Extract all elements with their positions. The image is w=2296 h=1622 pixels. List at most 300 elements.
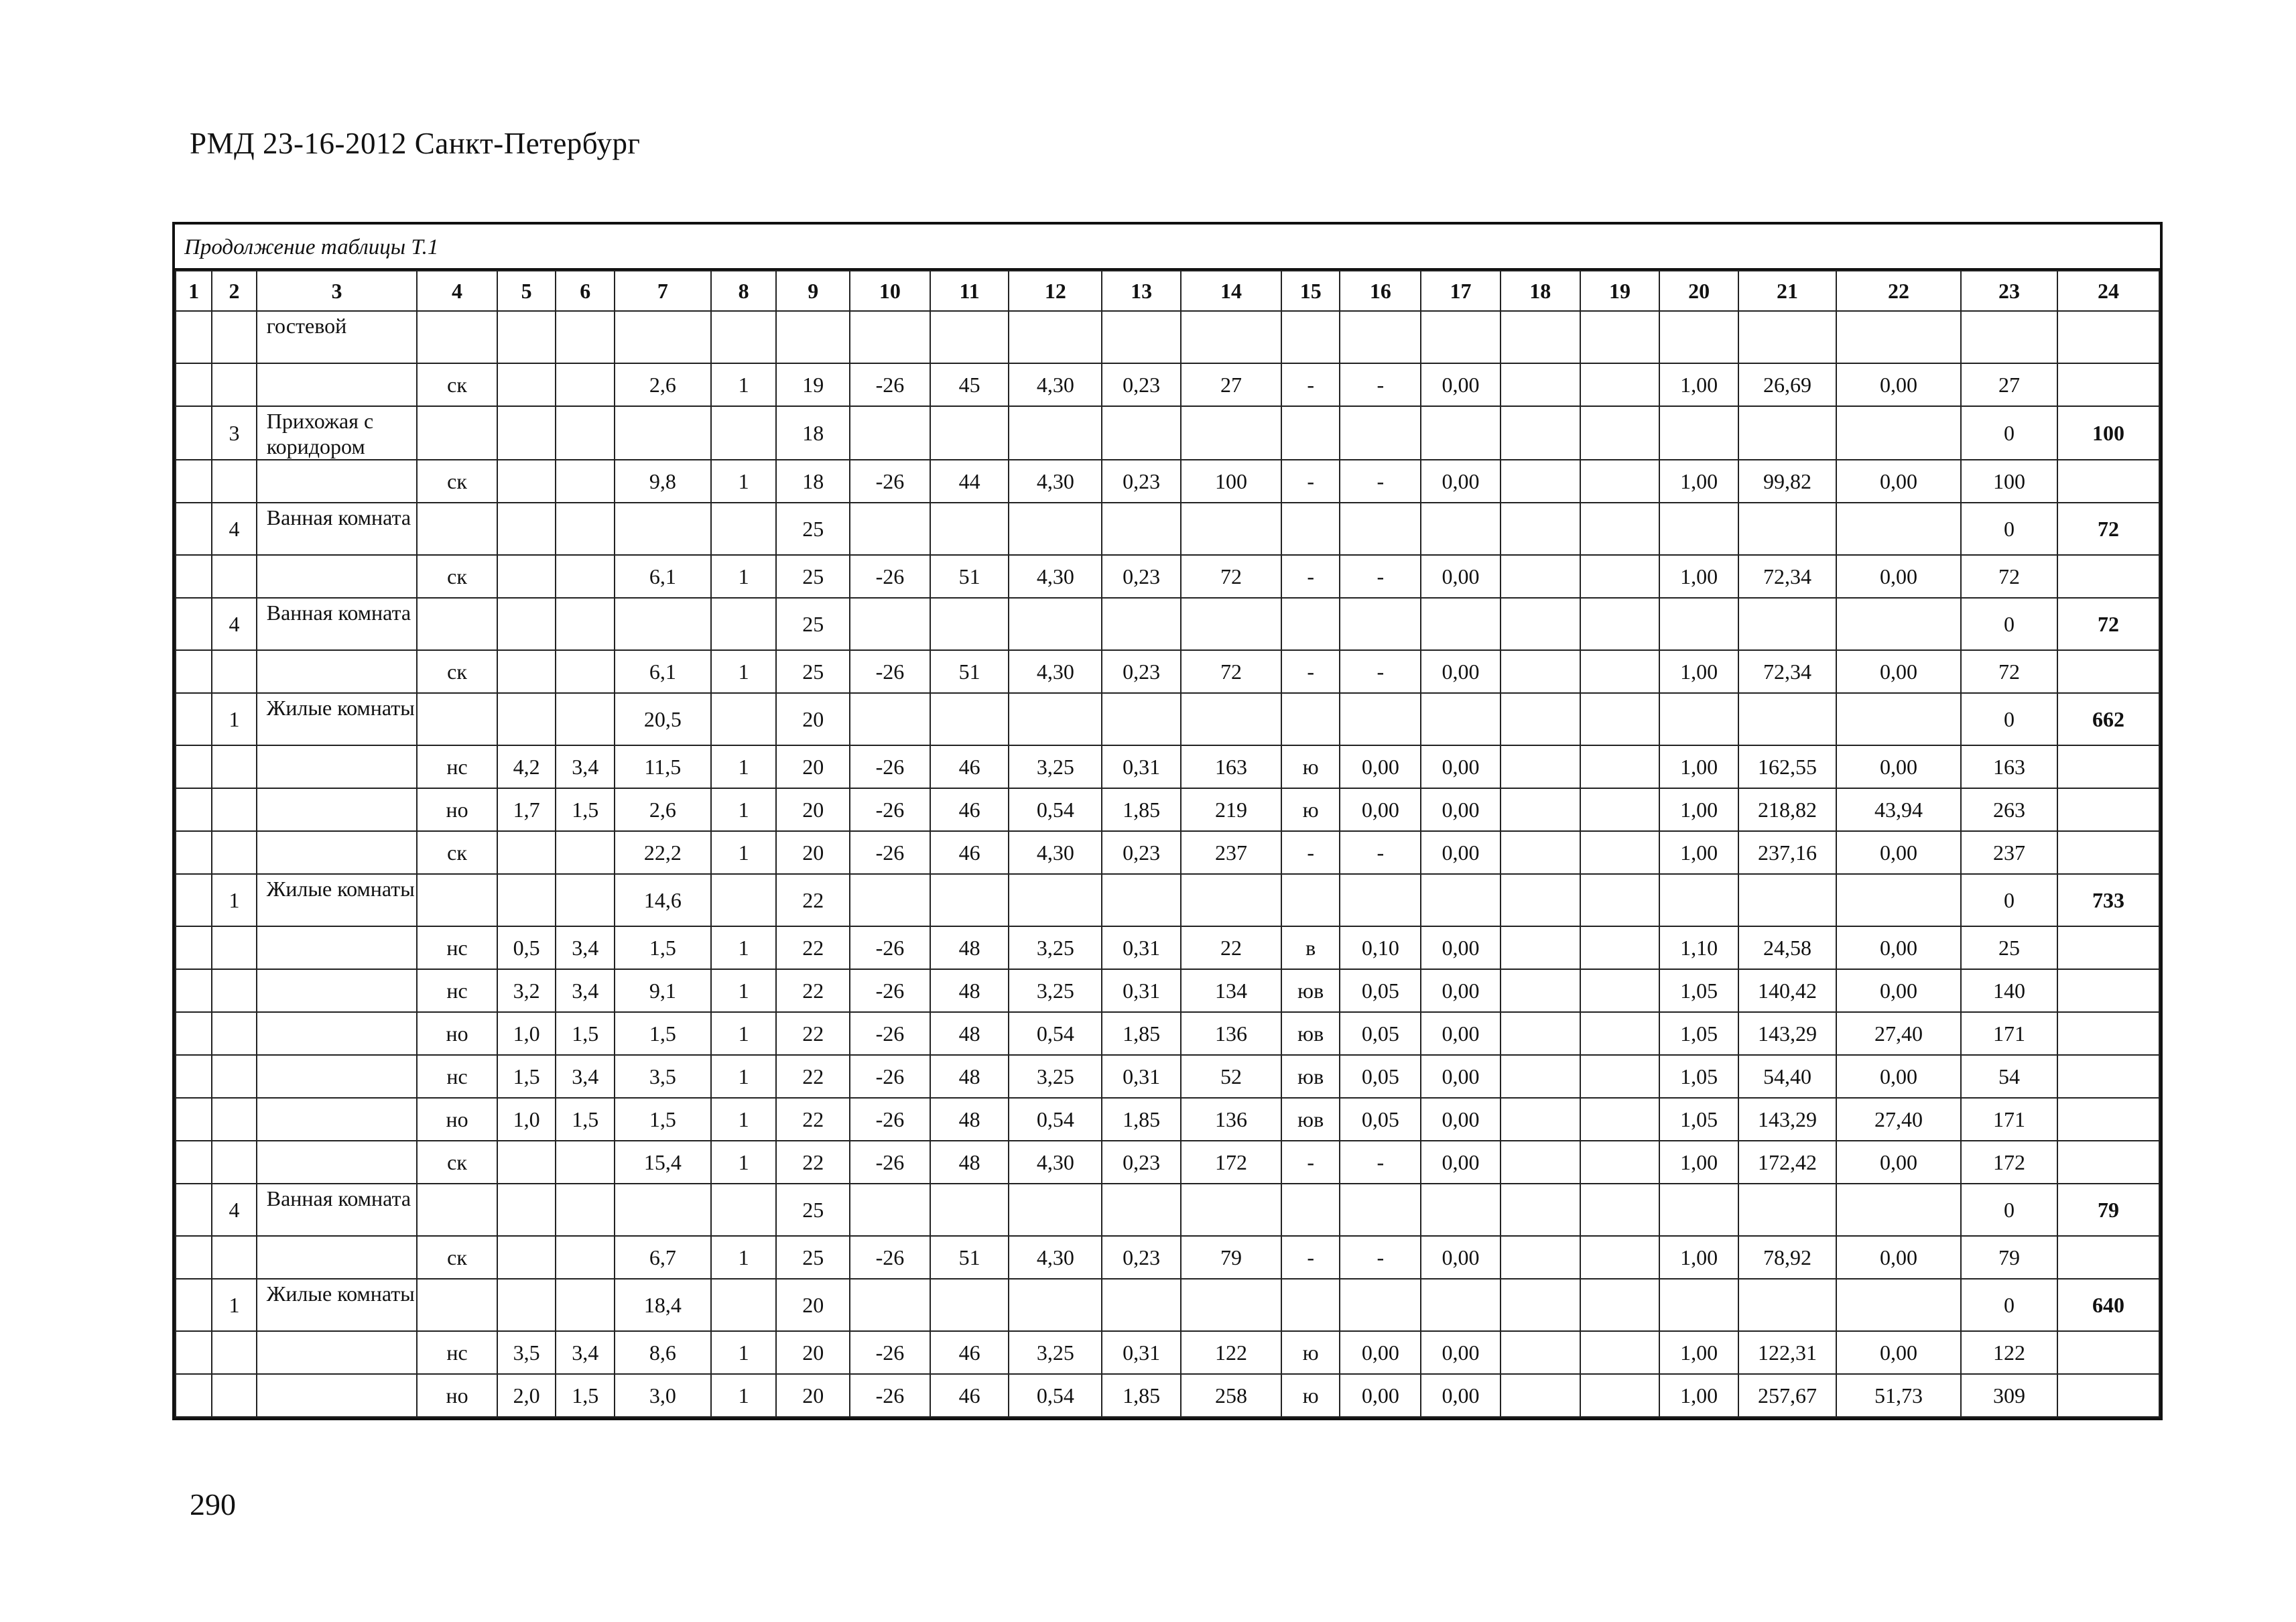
table-cell — [176, 693, 212, 745]
table-cell — [615, 1184, 711, 1236]
table-cell — [1421, 598, 1501, 650]
table-cell: 0,00 — [1421, 745, 1501, 788]
table-cell — [850, 406, 930, 460]
table-cell — [176, 311, 212, 363]
table-cell — [2057, 555, 2159, 598]
table-cell: 1,00 — [1659, 650, 1738, 693]
table-cell — [176, 460, 212, 503]
table-cell — [1738, 311, 1836, 363]
table-cell — [417, 874, 497, 926]
column-header: 7 — [615, 271, 711, 311]
table-cell: 0,31 — [1102, 1055, 1181, 1098]
table-cell — [1836, 874, 1961, 926]
table-row — [176, 650, 2159, 693]
table-cell — [1580, 926, 1660, 969]
table-cell — [176, 1098, 212, 1141]
table-cell: 6,7 — [615, 1236, 711, 1279]
table-cell: 1,00 — [1659, 460, 1738, 503]
table-cell: 72 — [2057, 598, 2159, 650]
table-cell — [1501, 1141, 1580, 1184]
table-cell: 46 — [930, 831, 1009, 874]
table-cell — [2057, 1374, 2159, 1417]
table-cell: 263 — [1961, 788, 2057, 831]
table-cell: 0,00 — [1421, 555, 1501, 598]
table-cell: нс — [417, 969, 497, 1012]
table-row — [176, 745, 2159, 788]
table-cell: 3,25 — [1009, 969, 1102, 1012]
table-cell: - — [1281, 831, 1340, 874]
table-cell — [176, 788, 212, 831]
table-cell: 79 — [2057, 1184, 2159, 1236]
table-cell — [212, 1236, 256, 1279]
table-cell — [1738, 503, 1836, 555]
table-row — [176, 1141, 2159, 1184]
column-header: 23 — [1961, 271, 2057, 311]
column-header: 15 — [1281, 271, 1340, 311]
table-cell: 218,82 — [1738, 788, 1836, 831]
table-cell — [1501, 788, 1580, 831]
table-cell: 0,00 — [1836, 926, 1961, 969]
table-cell — [257, 1374, 417, 1417]
table-cell: 0,00 — [1421, 363, 1501, 406]
page-header: РМД 23-16-2012 Санкт-Петербург — [190, 127, 641, 160]
table-cell — [176, 1236, 212, 1279]
table-cell — [930, 1279, 1009, 1331]
table-cell — [176, 363, 212, 406]
table-cell: 1,5 — [615, 1098, 711, 1141]
table-cell: 25 — [776, 598, 850, 650]
table-cell: 0,54 — [1009, 1374, 1102, 1417]
table-cell — [556, 1184, 615, 1236]
table-cell: 171 — [1961, 1012, 2057, 1055]
table-cell: 0,5 — [497, 926, 556, 969]
table-header — [176, 271, 2159, 311]
table-cell — [556, 650, 615, 693]
table-cell: 3,0 — [615, 1374, 711, 1417]
table-row — [176, 969, 2159, 1012]
table-cell — [850, 598, 930, 650]
table-row — [176, 926, 2159, 969]
table-cell — [1102, 693, 1181, 745]
table-cell — [1738, 406, 1836, 460]
table-cell: 20 — [776, 693, 850, 745]
table-cell: 1,7 — [497, 788, 556, 831]
table-cell: 0,10 — [1340, 926, 1421, 969]
table-cell — [930, 598, 1009, 650]
table-cell: 1 — [711, 788, 777, 831]
table-cell — [1580, 874, 1660, 926]
table-cell: 237 — [1961, 831, 2057, 874]
table-cell: 0,00 — [1836, 460, 1961, 503]
table-cell — [1836, 406, 1961, 460]
table-cell: 1,5 — [556, 788, 615, 831]
table-cell: 19 — [776, 363, 850, 406]
table-cell — [1501, 363, 1580, 406]
table-cell — [1836, 1279, 1961, 1331]
table-cell: 20 — [776, 1374, 850, 1417]
table-cell — [711, 1184, 777, 1236]
table-cell — [1181, 311, 1281, 363]
table-cell — [1836, 693, 1961, 745]
table-cell — [930, 406, 1009, 460]
table-cell: 11,5 — [615, 745, 711, 788]
table-cell: 257,67 — [1738, 1374, 1836, 1417]
table-cell — [1501, 1184, 1580, 1236]
table-cell: 52 — [1181, 1055, 1281, 1098]
table-cell: 1,05 — [1659, 1098, 1738, 1141]
table-cell — [1181, 406, 1281, 460]
table-cell: 1,05 — [1659, 1055, 1738, 1098]
table-cell: 0,00 — [1836, 1236, 1961, 1279]
column-header: 22 — [1836, 271, 1961, 311]
table-cell: 0,00 — [1836, 650, 1961, 693]
table-cell: 27 — [1961, 363, 2057, 406]
table-cell: но — [417, 1098, 497, 1141]
table-cell — [1580, 969, 1660, 1012]
table-cell: 1 — [711, 650, 777, 693]
table-cell — [176, 503, 212, 555]
table-cell — [1659, 874, 1738, 926]
table-cell — [556, 460, 615, 503]
table-cell — [1102, 874, 1181, 926]
table-cell — [1421, 1184, 1501, 1236]
table-cell: 0,31 — [1102, 926, 1181, 969]
table-cell: Прихожая с коридором — [257, 406, 417, 460]
table-cell: 0,00 — [1340, 788, 1421, 831]
table-cell: 46 — [930, 745, 1009, 788]
table-cell — [615, 503, 711, 555]
table-cell — [212, 788, 256, 831]
table-cell — [556, 311, 615, 363]
table-cell — [1501, 406, 1580, 460]
table-cell — [1501, 1331, 1580, 1374]
table-cell: 18 — [776, 460, 850, 503]
table-cell: 0,00 — [1836, 1141, 1961, 1184]
table-cell: ю — [1281, 745, 1340, 788]
table-cell — [1659, 693, 1738, 745]
table-cell — [1580, 460, 1660, 503]
table-cell — [2057, 460, 2159, 503]
table-cell: -26 — [850, 1141, 930, 1184]
table-cell — [850, 1279, 930, 1331]
table-cell: Жилые комнаты — [257, 1279, 417, 1331]
table-cell: 4,2 — [497, 745, 556, 788]
table-cell: - — [1281, 1236, 1340, 1279]
table-cell — [497, 1279, 556, 1331]
header-row — [176, 271, 2159, 311]
table-cell: 22,2 — [615, 831, 711, 874]
table-cell — [1738, 874, 1836, 926]
table-cell — [176, 1012, 212, 1055]
column-header: 1 — [176, 271, 212, 311]
table-cell: 79 — [1961, 1236, 2057, 1279]
table-cell: 1,5 — [615, 926, 711, 969]
table-cell: 4 — [212, 598, 256, 650]
table-cell — [1580, 650, 1660, 693]
table-cell: 1,00 — [1659, 1331, 1738, 1374]
column-header: 13 — [1102, 271, 1181, 311]
table-cell — [417, 598, 497, 650]
table-cell: 78,92 — [1738, 1236, 1836, 1279]
table-cell — [257, 1141, 417, 1184]
table-cell — [2057, 831, 2159, 874]
table-cell: -26 — [850, 969, 930, 1012]
table-cell: 1 — [212, 1279, 256, 1331]
table-cell: 9,1 — [615, 969, 711, 1012]
table-cell — [176, 1331, 212, 1374]
table-cell: 22 — [776, 1141, 850, 1184]
table-cell: 309 — [1961, 1374, 2057, 1417]
table-cell — [2057, 311, 2159, 363]
table-cell: 0,00 — [1340, 1331, 1421, 1374]
table-cell — [1961, 311, 2057, 363]
table-cell: 3,25 — [1009, 1331, 1102, 1374]
table-cell — [417, 693, 497, 745]
table-cell — [1580, 1012, 1660, 1055]
table-cell: ск — [417, 363, 497, 406]
table-cell — [417, 311, 497, 363]
table-cell — [1421, 874, 1501, 926]
table-cell: - — [1340, 650, 1421, 693]
column-header: 6 — [556, 271, 615, 311]
table-cell — [1340, 1184, 1421, 1236]
table-cell: Жилые комнаты — [257, 693, 417, 745]
table-cell — [497, 650, 556, 693]
column-header: 16 — [1340, 271, 1421, 311]
table-cell: 4,30 — [1009, 460, 1102, 503]
table-cell — [1009, 1184, 1102, 1236]
table-cell: - — [1281, 1141, 1340, 1184]
table-cell: ск — [417, 1141, 497, 1184]
table-cell — [1738, 1184, 1836, 1236]
table-cell — [1580, 1279, 1660, 1331]
table-cell: -26 — [850, 1236, 930, 1279]
table-cell: 48 — [930, 1055, 1009, 1098]
table-cell — [2057, 745, 2159, 788]
table-cell: -26 — [850, 831, 930, 874]
table-row — [176, 1236, 2159, 1279]
column-header: 24 — [2057, 271, 2159, 311]
table-cell: ю — [1281, 788, 1340, 831]
table-cell: 0,00 — [1340, 1374, 1421, 1417]
table-cell: 1 — [711, 1012, 777, 1055]
table-cell — [1580, 831, 1660, 874]
table-row — [176, 1184, 2159, 1236]
table-cell: 0,00 — [1421, 1331, 1501, 1374]
table-cell: - — [1340, 831, 1421, 874]
table-cell — [257, 460, 417, 503]
table-cell: 0,05 — [1340, 1055, 1421, 1098]
table-cell: 0,00 — [1421, 1141, 1501, 1184]
table-cell: 43,94 — [1836, 788, 1961, 831]
table-cell: 1,5 — [615, 1012, 711, 1055]
table-cell — [176, 831, 212, 874]
table-cell — [1281, 598, 1340, 650]
table-cell: 8,6 — [615, 1331, 711, 1374]
table-cell: 3,5 — [497, 1331, 556, 1374]
table-cell — [1281, 503, 1340, 555]
table-row — [176, 460, 2159, 503]
table-cell — [1340, 598, 1421, 650]
table-cell: 24,58 — [1738, 926, 1836, 969]
table-cell: -26 — [850, 460, 930, 503]
table-cell — [2057, 1098, 2159, 1141]
table-cell — [711, 693, 777, 745]
table-cell — [1659, 598, 1738, 650]
table-cell: 22 — [776, 1098, 850, 1141]
table-cell — [1501, 874, 1580, 926]
table-cell: 143,29 — [1738, 1012, 1836, 1055]
table-cell — [850, 693, 930, 745]
table-cell — [930, 1184, 1009, 1236]
table-cell: 0,00 — [1421, 1055, 1501, 1098]
table-cell — [615, 406, 711, 460]
table-cell: 72 — [2057, 503, 2159, 555]
table-cell: 22 — [776, 926, 850, 969]
table-cell — [1009, 1279, 1102, 1331]
table-cell: 0,00 — [1421, 926, 1501, 969]
table-cell — [257, 926, 417, 969]
column-header: 14 — [1181, 271, 1281, 311]
table-cell: 1,5 — [556, 1012, 615, 1055]
table-cell — [1281, 1279, 1340, 1331]
table-cell: 0 — [1961, 503, 2057, 555]
table-cell — [556, 1279, 615, 1331]
table-cell: 20 — [776, 788, 850, 831]
table-row — [176, 1331, 2159, 1374]
table-cell: 9,8 — [615, 460, 711, 503]
table-cell: 1,5 — [556, 1098, 615, 1141]
table-cell: 48 — [930, 1012, 1009, 1055]
table-cell — [1009, 406, 1102, 460]
table-cell: 22 — [776, 1055, 850, 1098]
table-cell: 20,5 — [615, 693, 711, 745]
table-cell — [257, 363, 417, 406]
table-cell: 1,5 — [556, 1374, 615, 1417]
table-cell — [497, 406, 556, 460]
table-cell — [1659, 1279, 1738, 1331]
table-cell: 1 — [711, 1141, 777, 1184]
table-cell: 0,00 — [1836, 1055, 1961, 1098]
table-cell — [1421, 503, 1501, 555]
table-cell: -26 — [850, 745, 930, 788]
table-row — [176, 1012, 2159, 1055]
column-header: 19 — [1580, 271, 1660, 311]
table-cell — [711, 503, 777, 555]
table-cell: 72 — [1181, 555, 1281, 598]
table-cell: 143,29 — [1738, 1098, 1836, 1141]
table-cell: 18,4 — [615, 1279, 711, 1331]
table-cell — [497, 311, 556, 363]
table-cell: 20 — [776, 1279, 850, 1331]
table-cell — [1580, 693, 1660, 745]
table-cell: 0,00 — [1421, 650, 1501, 693]
table-cell — [1340, 874, 1421, 926]
table-cell — [556, 831, 615, 874]
table-cell — [257, 969, 417, 1012]
table-cell — [1580, 745, 1660, 788]
table-cell — [497, 598, 556, 650]
table-cell — [176, 555, 212, 598]
table-cell — [1501, 311, 1580, 363]
table-cell: 1,00 — [1659, 1236, 1738, 1279]
table-cell: 172,42 — [1738, 1141, 1836, 1184]
table-cell: - — [1340, 460, 1421, 503]
table-cell — [1501, 745, 1580, 788]
table-cell — [257, 1012, 417, 1055]
table-cell: 1 — [711, 555, 777, 598]
table-cell: -26 — [850, 650, 930, 693]
table-cell: 1,00 — [1659, 1141, 1738, 1184]
table-cell — [257, 745, 417, 788]
table-cell: 122,31 — [1738, 1331, 1836, 1374]
table-cell: юв — [1281, 969, 1340, 1012]
table-cell — [1340, 693, 1421, 745]
table-cell: 4,30 — [1009, 1141, 1102, 1184]
table-cell: 1 — [212, 874, 256, 926]
table-cell — [850, 503, 930, 555]
table-cell — [556, 503, 615, 555]
table-cell: гостевой — [257, 311, 417, 363]
table-cell: 0,00 — [1836, 745, 1961, 788]
table-cell: 0,54 — [1009, 1098, 1102, 1141]
table-cell — [1501, 555, 1580, 598]
table-cell — [1281, 874, 1340, 926]
table-cell: 25 — [776, 650, 850, 693]
table-cell — [1836, 598, 1961, 650]
table-cell: -26 — [850, 1012, 930, 1055]
table-cell — [1421, 406, 1501, 460]
table-cell — [1340, 1279, 1421, 1331]
table-cell — [497, 831, 556, 874]
table-cell: 72,34 — [1738, 555, 1836, 598]
table-cell: 3,25 — [1009, 1055, 1102, 1098]
table-cell — [417, 406, 497, 460]
table-cell: но — [417, 1374, 497, 1417]
table-cell: 3,4 — [556, 1055, 615, 1098]
table-caption: Продолжение таблицы Т.1 — [175, 225, 2160, 270]
table-cell: 100 — [2057, 406, 2159, 460]
table-cell: 22 — [776, 969, 850, 1012]
table-cell — [1501, 1236, 1580, 1279]
column-header: 8 — [711, 271, 777, 311]
table-cell: 46 — [930, 1374, 1009, 1417]
table-cell: 0 — [1961, 874, 2057, 926]
table-cell: 46 — [930, 788, 1009, 831]
table-cell: ю — [1281, 1374, 1340, 1417]
table-cell: 3,25 — [1009, 745, 1102, 788]
table-cell — [1738, 693, 1836, 745]
table-cell: - — [1340, 1141, 1421, 1184]
column-header: 4 — [417, 271, 497, 311]
table-cell: 1,85 — [1102, 1098, 1181, 1141]
table-cell: 14,6 — [615, 874, 711, 926]
table-cell — [1659, 503, 1738, 555]
table-cell: 0,00 — [1836, 831, 1961, 874]
table-cell: 4,30 — [1009, 555, 1102, 598]
table-cell: 0,00 — [1836, 555, 1961, 598]
table-cell: 0,54 — [1009, 788, 1102, 831]
column-header: 21 — [1738, 271, 1836, 311]
table-cell: 0 — [1961, 598, 2057, 650]
table-cell: 2,6 — [615, 363, 711, 406]
table-cell: 1 — [711, 460, 777, 503]
table-cell — [212, 926, 256, 969]
table-cell: 25 — [776, 1236, 850, 1279]
table-cell: 44 — [930, 460, 1009, 503]
table-cell — [1181, 693, 1281, 745]
table-cell: 51,73 — [1836, 1374, 1961, 1417]
